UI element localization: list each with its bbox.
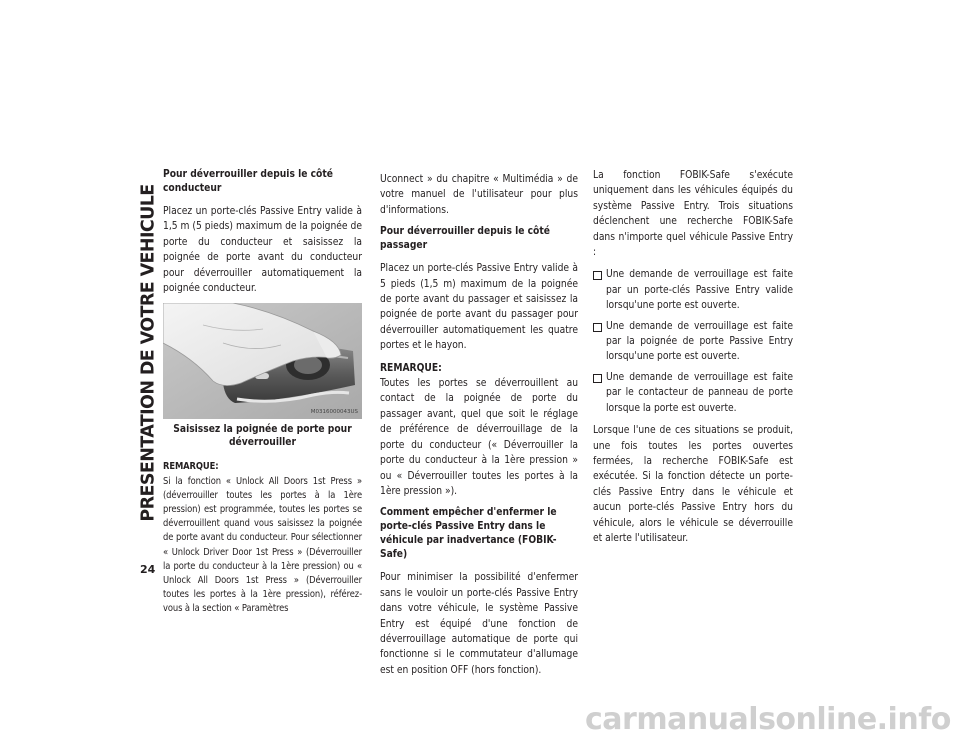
- paragraph-fobik-result: Lorsque l'une de ces situations se produit, une fois toutes les portes ouvertes fermées, la recherche FOBIK-Safe est exécutée. Si la fonction détecte un porte-clés Passive Entry dans le véhicule et aucun porte-clés Passive Entry hors du véhicule, alors le véhicule se déverrouille et alerte l'utilisateur.: [593, 425, 793, 544]
- list-item-text: Une demande de verrouillage est faite par le contacteur de panneau de porte lorsque la porte est ouverte.: [606, 371, 793, 414]
- note-text: Si la fonction « Unlock All Doors 1st Press » (déverrouiller toutes les portes à la 1ère pression) est programmée, toutes les portes se déverrouillent quand vous saisissez la poignée de porte avant du conducteur. Pour sélectionner « Unlock Driver Door 1st Press » (Déverrouiller la porte du conducteur à la 1ère pression) ou « Unlock All Doors 1st Press » (Déverrouiller toutes les portes à la 1ère pression), référez-vous à la section « Paramètres: [163, 475, 362, 615]
- door-handle-illustration: [163, 303, 362, 419]
- section-heading-fobik-safe: Comment empêcher d'enfermer le porte-clés Passive Entry dans le véhicule par inadvertance (FOBIK-Safe): [380, 507, 557, 561]
- figure-caption: Saisissez la poignée de porte pour déverrouiller: [173, 424, 352, 449]
- note-text: Toutes les portes se déverrouillent au contact de la poignée de porte du passager avant, quel que soit le réglage de préférence de déverrouillage de la porte du conducteur (« Déverrouiller la porte du conducteur à la 1ère pression » ou « Déverrouiller toutes les portes à la 1ère pression »).: [380, 378, 578, 497]
- column-2: [380, 172, 578, 685]
- paragraph-fobik-safe: Pour minimiser la possibilité d'enfermer sans le vouloir un porte-clés Passive Entry dans votre véhicule, le système Passive Entry est équipé d'une fonction de déverrouillage automatique de porte qui fonctionne si le commutateur d'allumage est en position OFF (hors fonction).: [380, 572, 578, 676]
- column-1: [163, 168, 362, 624]
- list-item: [593, 267, 793, 313]
- door-handle-figure: [163, 303, 362, 419]
- bullet-list: [593, 267, 793, 416]
- checkbox-bullet-icon: [593, 271, 602, 280]
- section-heading-passenger-unlock: Pour déverrouiller depuis le côté passager: [380, 226, 550, 252]
- checkbox-bullet-icon: [593, 374, 602, 383]
- note-driver-unlock: [163, 460, 362, 616]
- chapter-title-text: PRESENTATION DE VOTRE VEHICULE: [139, 184, 159, 522]
- column-3: [593, 168, 793, 553]
- list-item-text: Une demande de verrouillage est faite par un porte-clés Passive Entry valide lorsqu'une porte est ouverte.: [606, 269, 793, 312]
- page-number: 24: [140, 563, 156, 576]
- note-label: REMARQUE:: [163, 461, 219, 473]
- checkbox-bullet-icon: [593, 323, 602, 332]
- section-heading-driver-unlock: Pour déverrouiller depuis le côté conducteur: [163, 169, 333, 194]
- paragraph-continuation: Uconnect » du chapitre « Multimédia » de votre manuel de l'utilisateur pour plus d'informations.: [380, 174, 578, 216]
- chapter-side-title: [135, 166, 163, 540]
- note-label: REMARQUE:: [380, 362, 442, 374]
- list-item-text: Une demande de verrouillage est faite par la poignée de porte Passive Entry lorsqu'une porte est ouverte.: [606, 320, 793, 363]
- paragraph-driver-unlock: Placez un porte-clés Passive Entry valide à 1,5 m (5 pieds) maximum de la poignée de porte du conducteur et saisissez la poignée de porte avant du conducteur pour déverrouiller automatiquement la poignée conducteur.: [163, 206, 362, 295]
- note-passenger-unlock: [380, 361, 578, 500]
- figure-code: M0316000043US: [310, 409, 358, 416]
- list-item: [593, 370, 793, 416]
- paragraph-passenger-unlock: Placez un porte-clés Passive Entry valide à 5 pieds (1,5 m) maximum de la poignée de porte avant du passager et saisissez la poignée de porte avant du passager pour déverrouiller automatiquement les quatre portes et le hayon.: [380, 263, 578, 352]
- list-item: [593, 319, 793, 365]
- paragraph-fobik-intro: La fonction FOBIK-Safe s'exécute uniquement dans les véhicules équipés du système Passive Entry. Trois situations déclenchent une recherche FOBIK-Safe dans n'importe quel véhicule Passive Entry :: [593, 170, 793, 259]
- watermark: carmanualsonline.info: [585, 702, 951, 737]
